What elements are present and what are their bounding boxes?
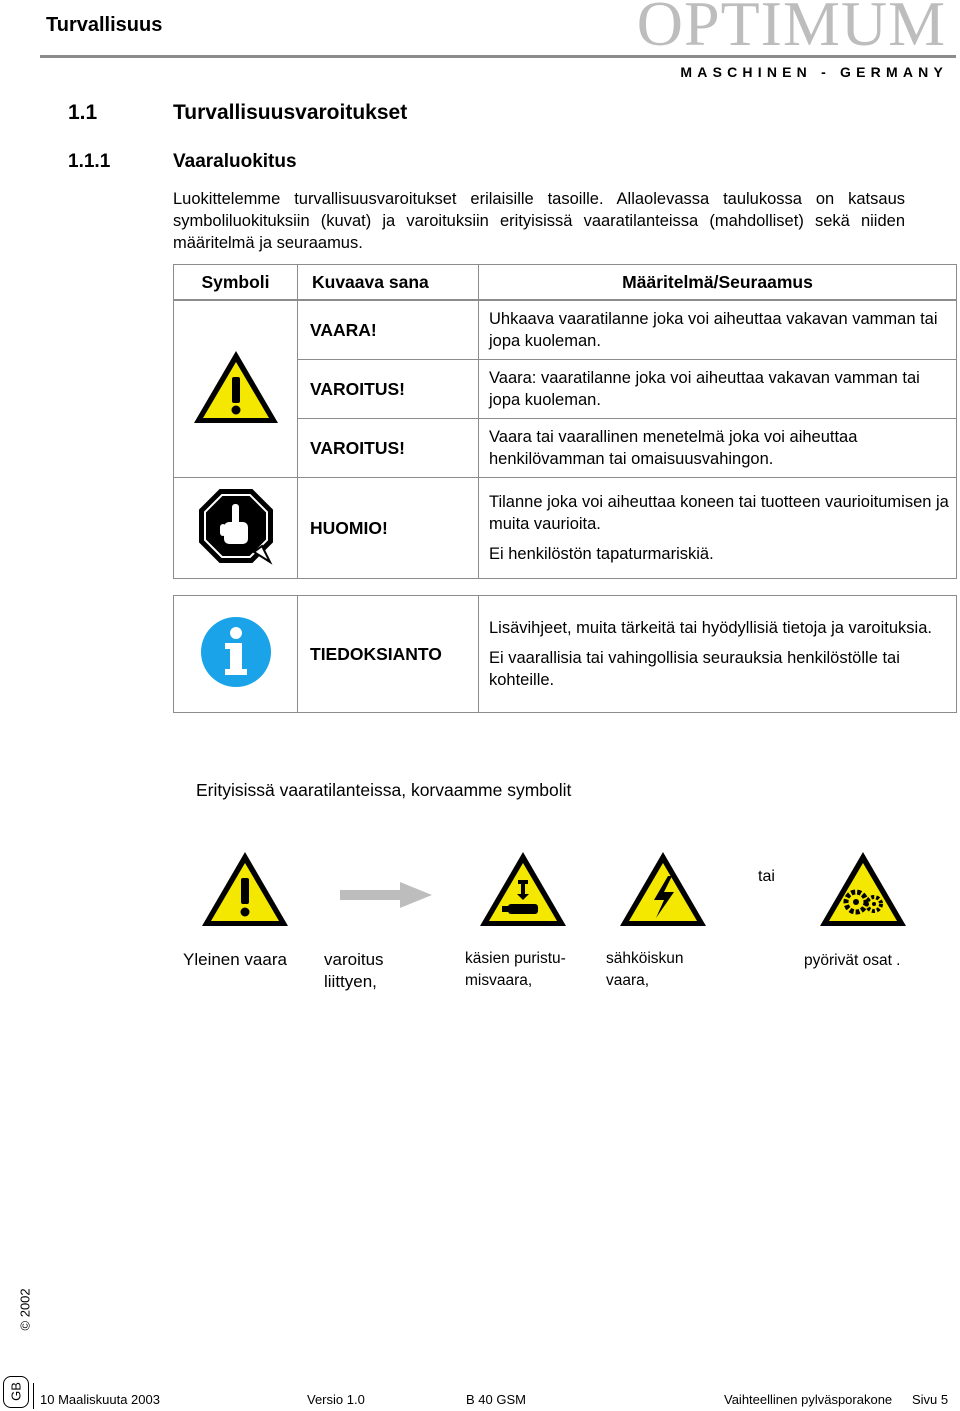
attention-desc-1: Tilanne joka voi aiheuttaa koneen tai tuotteen vaurioitumisen ja muita vaurioita. (489, 493, 949, 533)
row-word-attention (298, 478, 479, 579)
arrow-right-icon (340, 880, 432, 910)
warning-triangle-cell (174, 301, 298, 478)
logo-main-text: OPTIMUM (636, 0, 946, 59)
label-warning-1: varoitus (324, 950, 384, 969)
row-desc-warning-1: Vaara: vaaratilanne joka voi aiheuttaa vakavan vamman tai jopa kuoleman. (479, 360, 957, 419)
info-icon (199, 615, 273, 689)
country-badge (3, 1376, 29, 1408)
hand-crush-icon (478, 850, 568, 928)
row-desc-danger: Uhkaava vaaratilanne joka voi aiheuttaa vakavan vamman tai jopa kuoleman. (479, 301, 957, 360)
general-danger-icon (200, 850, 290, 928)
logo-sub-text: MASCHINEN - GERMANY (680, 64, 948, 80)
stop-hand-icon (196, 486, 276, 566)
row-desc-attention (479, 478, 957, 579)
label-general-danger: Yleinen vaara (183, 950, 287, 969)
attention-word: HUOMIO! (310, 517, 388, 538)
attention-cell (174, 478, 298, 579)
warning-triangle-icon (191, 347, 281, 427)
label-warning-2: liittyen, (324, 972, 377, 991)
label-hand-crush-1: käsien puristu- (465, 950, 566, 967)
label-hand-crush (465, 948, 566, 992)
copyright-year-text: 2002 (17, 1288, 33, 1318)
subsection-number: 1.1.1 (68, 151, 111, 172)
label-hand-crush-2: misvaara, (465, 972, 533, 989)
subsection-title: Vaaraluokitus (173, 151, 297, 172)
section-title: Turvallisuusvaroitukset (173, 101, 408, 124)
header-definition: Määritelmä/Seuraamus (479, 265, 957, 300)
info-desc-1: Lisävihjeet, muita tärkeitä tai hyödyllisiä tietoja ja varoituksia. (489, 619, 932, 637)
header-word: Kuvaava sana (298, 265, 479, 300)
row-word-warning-1: VAROITUS! (298, 360, 479, 419)
row-desc-warning-2: Vaara tai vaarallinen menetelmä joka voi aiheuttaa henkilövamman tai omaisuusvahingon. (479, 419, 957, 478)
hazard-table (173, 264, 957, 713)
footer-page: Sivu 5 (912, 1392, 949, 1407)
copyright-icon: © (17, 1320, 33, 1331)
row-word-info: TIEDOKSIANTO (298, 596, 479, 713)
optimum-logo (636, 0, 952, 84)
footer-doc: Vaihteellinen pylväsporakone (724, 1392, 893, 1407)
electric-shock-icon (618, 850, 708, 928)
copyright-side (3, 1288, 33, 1355)
rotating-parts-icon (818, 850, 908, 928)
or-label: tai (758, 868, 775, 885)
header-symbol: Symboli (174, 265, 298, 300)
info-cell (174, 596, 298, 713)
label-electric-shock (606, 948, 684, 992)
country-code: GB (8, 1382, 24, 1401)
row-desc-info (479, 596, 957, 713)
label-rotating-parts: pyörivät osat . (804, 952, 901, 969)
footer-date: 10 Maaliskuuta 2003 (40, 1392, 160, 1407)
info-desc-2: Ei vaarallisia tai vahingollisia seurauksia henkilöstölle tai kohteille. (489, 649, 900, 689)
copyright-year (17, 1288, 33, 1331)
intro-paragraph: Luokittelemme turvallisuusvaroitukset erilaisille tasoille. Allaolevassa taulukossa on katsaus symboliluokituksiin (kuvat) ja varoituksiin erityisissä vaaratilanteissa (mahdolliset) sekä niiden määritelmä ja seuraamus. (173, 190, 905, 252)
footer-version: Versio 1.0 (307, 1392, 365, 1407)
footer-divider (33, 1383, 34, 1409)
row-word-warning-2: VAROITUS! (298, 419, 479, 478)
attention-desc-2: Ei henkilöstön tapaturmariskiä. (489, 545, 714, 563)
replacement-caption: Erityisissä vaaratilanteissa, korvaamme symbolit (196, 780, 572, 800)
label-electric-shock-2: vaara, (606, 972, 650, 989)
label-electric-shock-1: sähköiskun (606, 950, 684, 967)
header-title: Turvallisuus (46, 14, 163, 36)
label-warning (324, 949, 384, 993)
footer-model: B 40 GSM (466, 1392, 526, 1407)
section-number: 1.1 (68, 101, 98, 124)
row-word-danger: VAARA! (298, 301, 479, 360)
